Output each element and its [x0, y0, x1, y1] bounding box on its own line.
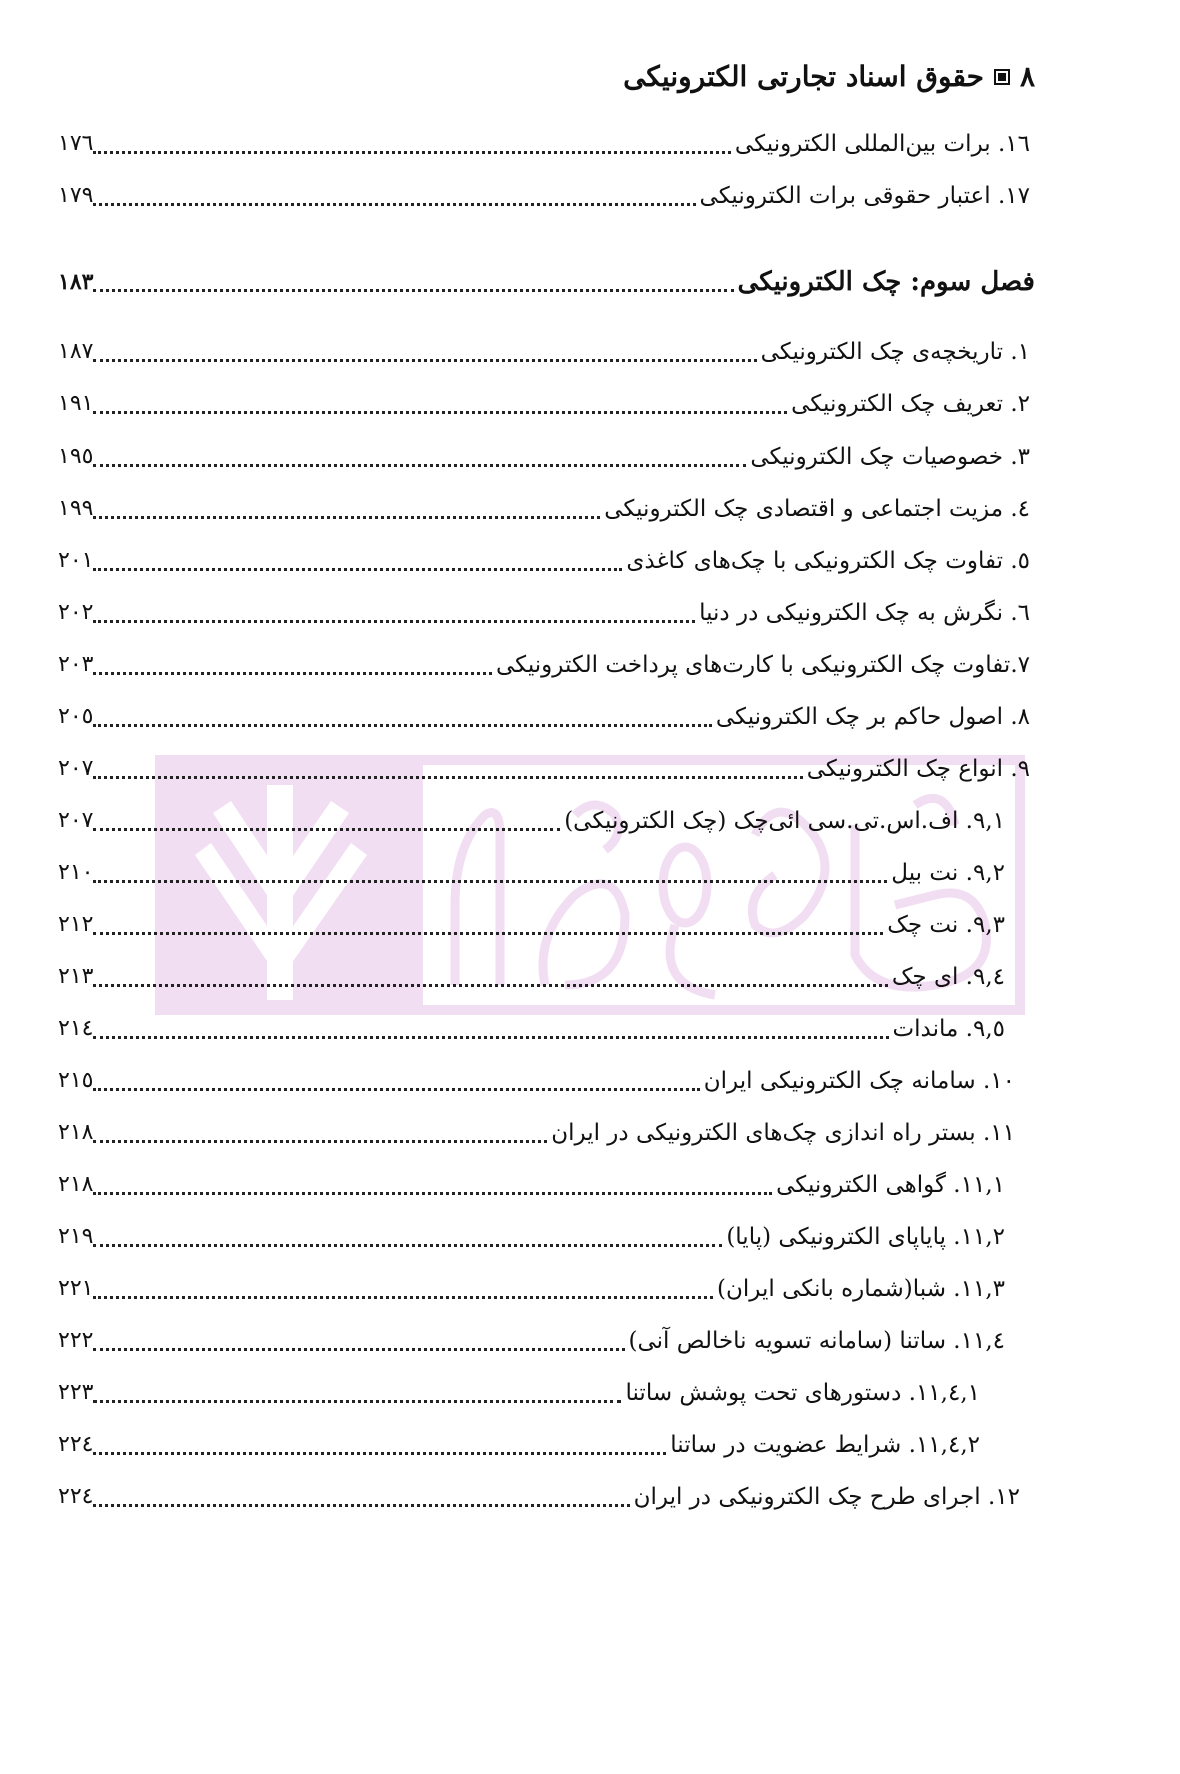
toc-entry[interactable]: ١١,٤,٢. شرایط عضویت در ساتنا ٢٢٤ — [58, 1432, 980, 1458]
dot-leader — [93, 568, 622, 571]
dot-leader — [93, 1296, 713, 1299]
toc-entry[interactable]: ٢. تعریف چک الکترونیکی ١٩١ — [58, 391, 1030, 417]
dot-leader — [93, 1452, 666, 1455]
dot-leader — [93, 1400, 621, 1403]
dot-leader — [93, 1036, 888, 1039]
toc-entry[interactable]: ٦. نگرش به چک الکترونیکی در دنیا ٢٠٢ — [58, 600, 1030, 626]
page-number: ٨ — [1019, 60, 1035, 93]
dot-leader — [93, 724, 711, 727]
toc-entry[interactable]: ١١,٢. پایاپای الکترونیکی (پایا) ٢١٩ — [58, 1224, 1005, 1250]
dot-leader — [93, 776, 802, 779]
toc-entry[interactable]: ٨. اصول حاکم بر چک الکترونیکی ٢٠٥ — [58, 704, 1030, 730]
toc-entry[interactable]: ١١,١. گواهی الکترونیکی ٢١٨ — [58, 1172, 1005, 1198]
boxed-square-icon — [994, 69, 1010, 85]
toc-entry[interactable]: ٩. انواع چک الکترونیکی ٢٠٧ — [58, 756, 1030, 782]
toc-entry[interactable]: ١٧. اعتبار حقوقی برات الکترونیکی ١٧٩ — [58, 183, 1030, 209]
dot-leader — [93, 516, 600, 519]
toc-entry[interactable]: ١٢. اجرای طرح چک الکترونیکی در ایران ٢٢٤ — [58, 1484, 1020, 1510]
dot-leader — [93, 1140, 547, 1143]
dot-leader — [93, 203, 695, 206]
dot-leader — [93, 880, 887, 883]
dot-leader — [93, 1192, 772, 1195]
dot-leader — [93, 1348, 624, 1351]
dot-leader — [93, 464, 746, 467]
toc-entry[interactable]: ٩,٣. نت چک ٢١٢ — [58, 912, 1005, 938]
toc-entry[interactable]: ٤. مزیت اجتماعی و اقتصادی چک الکترونیکی ١٩٩ — [58, 496, 1030, 522]
dot-leader — [93, 289, 733, 292]
dot-leader — [93, 828, 560, 831]
toc-entry[interactable]: ٥. تفاوت چک الکترونیکی با چک‌های کاغذی ٢٠١ — [58, 548, 1030, 574]
toc-entry[interactable]: ١١,٣. شبا(شماره بانکی ایران) ٢٢١ — [58, 1276, 1005, 1302]
toc-entry[interactable]: ١١,٤,١. دستورهای تحت پوشش ساتنا ٢٢٣ — [58, 1380, 980, 1406]
toc-entry[interactable]: ١٦. برات بین‌المللی الکترونیکی ١٧٦ — [58, 131, 1030, 157]
dot-leader — [93, 151, 730, 154]
dot-leader — [93, 984, 887, 987]
toc-entry[interactable]: ١١. بستر راه اندازی چک‌های الکترونیکی در ایران ٢١٨ — [58, 1120, 1015, 1146]
toc-entry[interactable]: ١١,٤. ساتنا (سامانه تسویه ناخالص آنی) ٢٢٢ — [58, 1328, 1005, 1354]
toc-entry[interactable]: ٩,٤. ای چک ٢١٣ — [58, 964, 1005, 990]
dot-leader — [93, 411, 787, 414]
running-header — [623, 60, 1035, 93]
dot-leader — [93, 620, 695, 623]
toc-entry[interactable]: ٣. خصوصیات چک الکترونیکی ١٩٥ — [58, 444, 1030, 470]
dot-leader — [93, 1244, 722, 1247]
dot-leader — [93, 932, 883, 935]
toc-entry[interactable]: ٧.تفاوت چک الکترونیکی با کارت‌های پرداخت الکترونیکی ٢٠٣ — [58, 652, 1030, 678]
book-title: حقوق اسناد تجارتی الکترونیکی — [623, 60, 984, 93]
toc-chapter-heading[interactable]: فصل سوم: چک الکترونیکی ١٨٣ — [58, 267, 1035, 297]
toc-entry[interactable]: ٩,٥. ماندات ٢١٤ — [58, 1016, 1005, 1042]
toc-entry[interactable]: ١. تاریخچه‌ی چک الکترونیکی ١٨٧ — [58, 339, 1030, 365]
toc-entry[interactable]: ٩,١. اف.اس.تی.سی ائی‌چک (چک الکترونیکی) ٢٠٧ — [58, 808, 1005, 834]
dot-leader — [93, 1504, 629, 1507]
dot-leader — [93, 1088, 699, 1091]
dot-leader — [93, 359, 756, 362]
toc-entry[interactable]: ٩,٢. نت بیل ٢١٠ — [58, 860, 1005, 886]
toc-entry[interactable]: ١٠. سامانه چک الکترونیکی ایران ٢١٥ — [58, 1068, 1015, 1094]
dot-leader — [93, 672, 492, 675]
